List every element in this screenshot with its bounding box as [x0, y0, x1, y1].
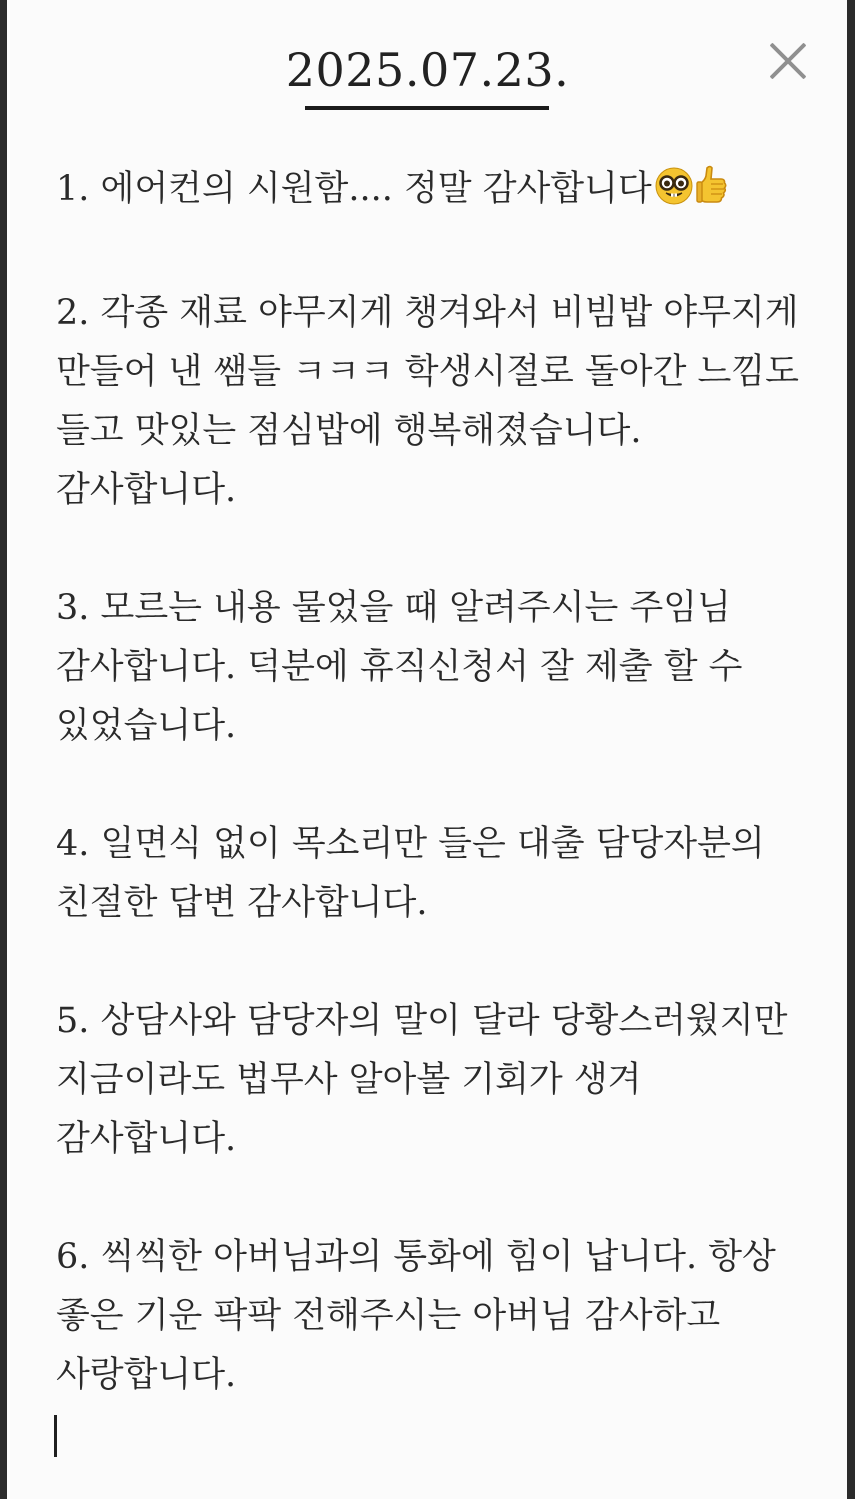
- journal-entry-1[interactable]: [56, 160, 806, 225]
- nerd-face-emoji-icon: [654, 166, 694, 225]
- journal-entry-2[interactable]: 2. 각종 재료 야무지게 챙겨와서 비빔밥 야무지게 만들어 낸 쌤들 ㅋㅋㅋ 학생시절로 돌아간 느낌도 들고 맛있는 점심밥에 행복해졌습니다. 감사합니다.: [56, 293, 799, 510]
- thumbs-up-emoji-icon: [696, 164, 728, 225]
- journal-entry-6[interactable]: 6. 씩씩한 아버님과의 통화에 힘이 납니다. 항상 좋은 기운 팍팍 전해주시는 아버님 감사하고 사랑합니다.: [56, 1237, 776, 1395]
- journal-entry-5[interactable]: 5. 상담사와 담당자의 말이 달라 당황스러웠지만 지금이라도 법무사 알아볼 기회가 생겨 감사합니다.: [56, 1001, 788, 1159]
- journal-date-title: 2025.07.23.: [285, 43, 570, 97]
- entry-1-text: 1. 에어컨의 시원함.... 정말 감사합니다: [56, 169, 652, 209]
- journal-text-editor[interactable]: [56, 160, 806, 1464]
- close-icon[interactable]: [767, 40, 809, 82]
- journal-entry-3[interactable]: 3. 모르는 내용 물었을 때 알려주시는 주임님 감사합니다. 덕분에 휴직신청서 잘 제출 할 수 있었습니다.: [56, 588, 743, 746]
- right-frame-edge: [847, 0, 855, 1499]
- text-cursor: [54, 1415, 57, 1457]
- journal-entry-4[interactable]: 4. 일면식 없이 목소리만 들은 대출 담당자분의 친절한 답변 감사합니다.: [56, 824, 765, 923]
- date-underline: [305, 106, 549, 110]
- left-frame-edge: [0, 0, 7, 1499]
